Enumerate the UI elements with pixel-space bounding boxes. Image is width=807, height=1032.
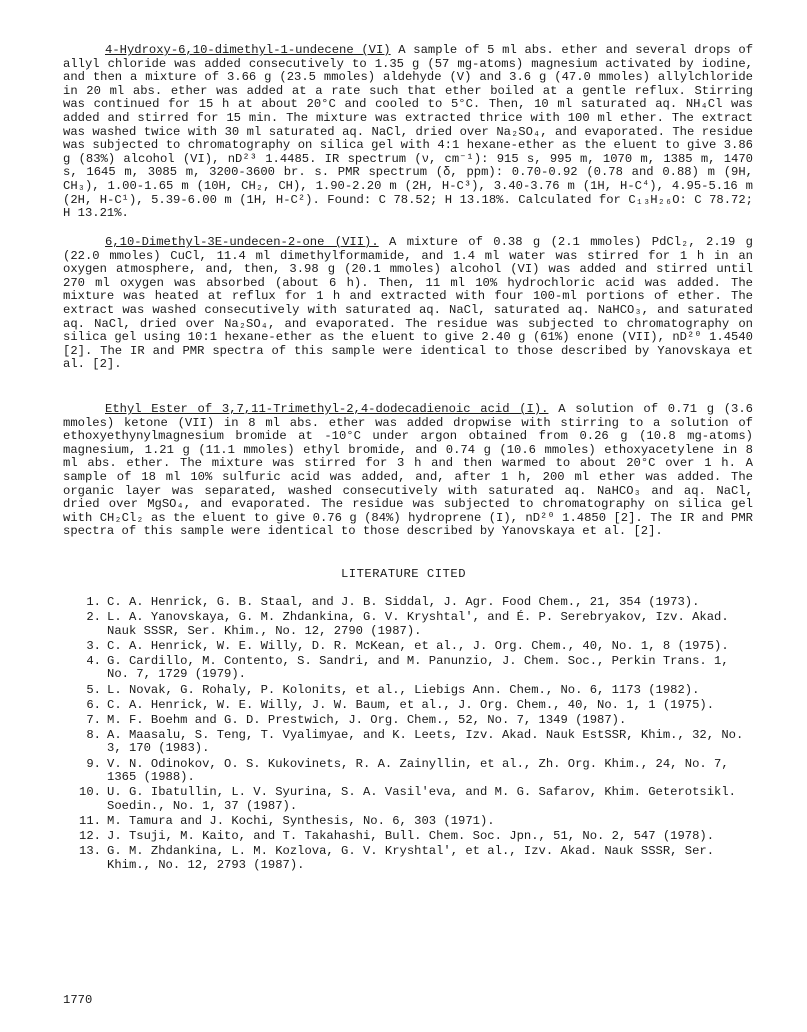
reference-item — [63, 830, 753, 844]
section-body: A mixture of 0.38 g (2.1 mmoles) PdCl₂, 2.19 g (22.0 mmoles) CuCl, 11.4 ml dimethylformamide, and 1.4 ml water was stirred for 1 h in an oxygen atmosphere, and, then, 3.98 g (20.1 mmoles) alcohol (VI) was added and stirred until 270 ml oxygen was absorbed (about 6 h). Then, 11 ml 10% hydrochloric acid was added. The mixture was heated at reflux for 1 h and extracted with four 100-ml portions of ether. The extract was washed consecutively with saturated aq. NaCl, saturated aq. NaHCO₃, and saturated aq. NaCl, dried over Na₂SO₄, and evaporated. The residue was subjected to chromatography on silica gel using 10:1 hexane-ether as the eluent to give 2.40 g (61%) enone (VII), nD²⁰ 1.4540 [2]. The IR and PMR spectra of this sample were identical to those described by Yanovskaya et al. [2]. — [63, 235, 761, 372]
reference-number: 1. — [86, 595, 101, 609]
reference-item — [63, 611, 753, 638]
reference-number: 6. — [86, 697, 101, 712]
reference-text: U. G. Ibatullin, L. V. Syurina, S. A. Vasil'eva, and M. G. Safarov, Khim. Geterotsikl. Soedin., No. 1, 37 (1987). — [107, 785, 736, 813]
reference-item — [63, 714, 753, 728]
reference-number: 3. — [86, 638, 101, 653]
section-heading: Ethyl Ester of 3,7,11-Trimethyl-2,4-dodecadienoic acid (I). — [105, 402, 549, 416]
section-compound-vi — [63, 43, 761, 221]
reference-number: 5. — [86, 682, 101, 697]
reference-number: 12. — [79, 829, 101, 843]
section-body: A solution of 0.71 g (3.6 mmoles) ketone (VII) in 8 ml abs. ether was added dropwise with stirring to a solution of ethoxyethynylmagnesium bromide at -10°C under argon obtained from 0.26 g (10.8 mg-atoms) magnesium, 1.21 g (11.1 mmoles) ethyl bromide, and 0.74 g (10.6 mmoles) ethoxyacetylene in 8 ml abs. ether. The mixture was stirred for 3 h and then warmed to about 20°C over 1 h. A sample of 18 ml 10% sulfuric acid was added, and, after 1 h, 200 ml ether was added. The organic layer was separated, washed consecutively with saturated aq. NaHCO₃ and aq. NaCl, dried over MgSO₄, and evaporated. The residue was subjected to chromatography on silica gel with CH₂Cl₂ as the eluent to give 0.76 g (84%) hydroprene (I), nD²⁰ 1.4850 [2]. The IR and PMR spectra of this sample were identical to those described by Yanovskaya et al. [2]. — [63, 402, 761, 539]
literature-cited-heading: LITERATURE CITED — [340, 567, 467, 581]
reference-text: G. M. Zhdankina, L. M. Kozlova, G. V. Kryshtal', et al., Izv. Akad. Nauk SSSR, Ser. Khim., No. 12, 2793 (1987). — [107, 844, 715, 872]
section-heading: 4-Hydroxy-6,10-dimethyl-1-undecene (VI) — [105, 43, 391, 57]
section-paragraph — [63, 235, 761, 372]
section-heading: 6,10-Dimethyl-3E-undecen-2-one (VII). — [105, 235, 379, 249]
reference-number: 10. — [79, 785, 101, 800]
reference-text: C. A. Henrick, G. B. Staal, and J. B. Siddal, J. Agr. Food Chem., 21, 354 (1973). — [107, 595, 700, 609]
reference-text: V. N. Odinokov, O. S. Kukovinets, R. A. Zainyllin, et al., Zh. Org. Khim., 24, No. 7, 1365 (1988). — [107, 756, 729, 785]
reference-item — [63, 729, 753, 756]
reference-number: 13. — [79, 844, 101, 859]
reference-list — [63, 596, 753, 874]
reference-item — [63, 786, 753, 813]
reference-number: 7. — [86, 712, 101, 727]
section-body: A sample of 5 ml abs. ether and several drops of allyl chloride was added consecutively to 1.35 g (57 mg-atoms) magnesium activated by iodine, and then a mixture of 3.66 g (23.5 mmoles) aldehyde (V) and 3.6 g (47.0 mmoles) allylchloride in 20 ml abs. ether was added at a rate such that ether boiled at a gentle reflux. Stirring was continued for 15 h at about 20°C and cooled to 5°C. Then, 10 ml saturated aq. NH₄Cl was added and stirred for 15 min. The mixture was extracted thrice with 100 ml ether. The extract was washed twice with 30 ml saturated aq. NaCl, dried over Na₂SO₄, and evaporated. The residue was subjected to chromatography on silica gel with 4:1 hexane-ether as the eluent to give 3.86 g (83%) alcohol (VI), nD²³ 1.4485. IR spectrum (ν, cm⁻¹): 915 s, 995 m, 1070 m, 1385 m, 1470 s, 1645 m, 3085 m, 3200-3600 br. s. PMR spectrum (δ, ppm): 0.70-0.92 (0.78 and 0.88) m (9H, CH₃), 1.00-1.65 m (10H, CH₂, CH), 1.90-2.20 m (2H, H-C³), 3.40-3.76 m (1H, H-C⁴), 4.95-5.16 m (2H, H-C¹), 5.39-6.00 m (1H, H-C²). Found: C 78.52; H 13.18%. Calculated for C₁₃H₂₆O: C 78.72; H 13.21%. — [63, 43, 761, 221]
reference-item — [63, 845, 753, 872]
reference-item — [63, 655, 753, 682]
reference-number: 4. — [86, 653, 101, 668]
reference-text: L. A. Yanovskaya, G. M. Zhdankina, G. V. Kryshtal', and É. P. Serebryakov, Izv. Akad. Nauk SSSR, Ser. Khim., No. 12, 2790 (1987). — [107, 610, 729, 638]
reference-item — [63, 699, 753, 713]
reference-number: 9. — [86, 756, 101, 771]
reference-number: 8. — [86, 727, 101, 742]
reference-text: L. Novak, G. Rohaly, P. Kolonits, et al., Liebigs Ann. Chem., No. 6, 1173 (1982). — [107, 682, 700, 697]
reference-text: G. Cardillo, M. Contento, S. Sandri, and M. Panunzio, J. Chem. Soc., Perkin Trans. 1, No. 7, 1729 (1979). — [107, 653, 729, 682]
reference-item — [63, 640, 753, 654]
reference-number: 11. — [79, 813, 101, 828]
reference-text: M. F. Boehm and G. D. Prestwich, J. Org. Chem., 52, No. 7, 1349 (1987). — [107, 712, 627, 727]
reference-item — [63, 596, 753, 610]
reference-number: 2. — [86, 610, 101, 625]
reference-item — [63, 815, 753, 829]
reference-text: J. Tsuji, M. Kaito, and T. Takahashi, Bull. Chem. Soc. Jpn., 51, No. 2, 547 (1978). — [107, 829, 715, 843]
section-paragraph — [63, 402, 761, 539]
section-compound-vii — [63, 235, 761, 372]
reference-text: A. Maasalu, S. Teng, T. Vyalimyae, and K. Leets, Izv. Akad. Nauk EstSSR, Khim., 32, No. 3, 170 (1983). — [107, 727, 744, 756]
section-paragraph — [63, 43, 761, 221]
reference-item — [63, 684, 753, 698]
reference-text: M. Tamura and J. Kochi, Synthesis, No. 6, 303 (1971). — [107, 813, 495, 828]
reference-text: C. A. Henrick, W. E. Willy, J. W. Baum, et al., J. Org. Chem., 40, No. 1, 1 (1975). — [107, 697, 715, 712]
section-compound-i — [63, 402, 761, 539]
page-number: 1770 — [63, 993, 93, 1007]
reference-text: C. A. Henrick, W. E. Willy, D. R. McKean, et al., J. Org. Chem., 40, No. 1, 8 (1975). — [107, 638, 729, 653]
reference-item — [63, 758, 753, 785]
